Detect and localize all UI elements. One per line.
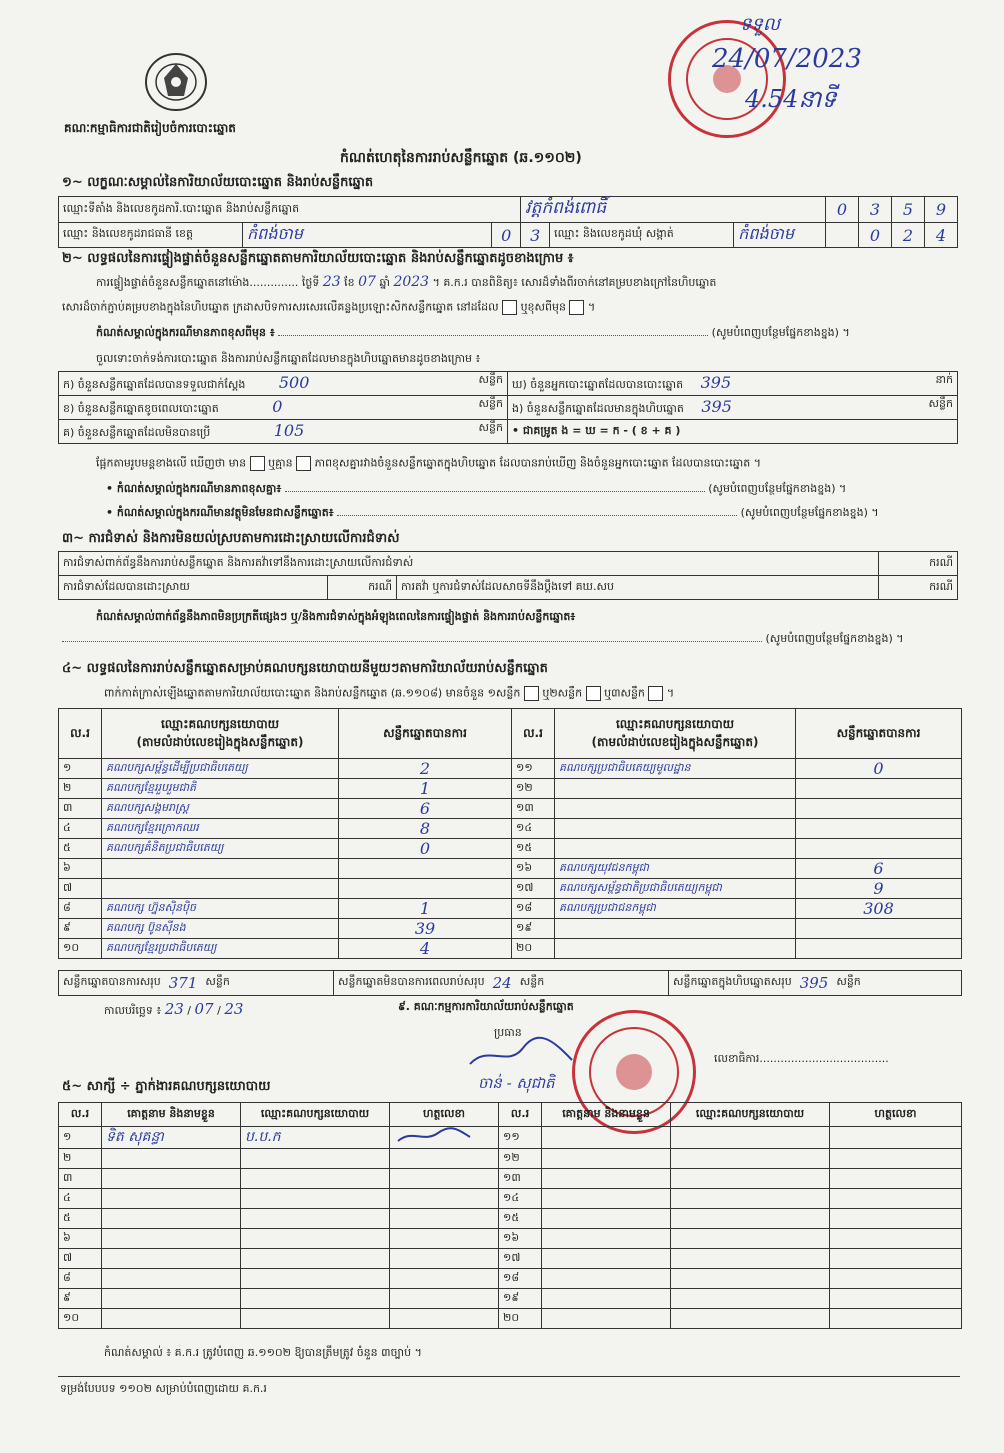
witness-party — [241, 1149, 390, 1169]
col-party-left: ឈ្មោះគណបក្សនយោបាយ (តាមលំដាប់លេខរៀងក្នុងសន្លឹកឆ្នោត) — [102, 709, 339, 759]
results-table — [58, 708, 962, 959]
row-no: ១៤ — [512, 819, 555, 839]
witness-blank-cell — [671, 1169, 830, 1189]
witness-no: ១០ — [59, 1309, 102, 1329]
count-intro: ចួលទោះចាក់ទង់ការបោះឆ្នោត និងការរាប់សន្លឹកឆ្នោតដែលមានក្នុងហិបឆ្នោតមានដូចខាងក្រោម ៖ — [96, 352, 481, 365]
nec-emblem — [140, 48, 212, 116]
witness-no: ២ — [59, 1149, 102, 1169]
results-row — [59, 759, 962, 779]
count-b-label: ខ) ចំនួនសន្លឹកឆ្នោតខូចពេលបោះឆ្នោត 0 សន្លឹក — [59, 396, 508, 420]
party-votes — [796, 799, 962, 819]
results-row — [59, 779, 962, 799]
witness-blank-cell — [671, 1149, 830, 1169]
witness-row — [59, 1127, 962, 1149]
witness-no: ៣ — [59, 1169, 102, 1189]
witness-party — [241, 1289, 390, 1309]
compare-no-checkbox[interactable] — [296, 456, 311, 471]
results-row — [59, 879, 962, 899]
seal-changed-checkbox[interactable] — [569, 300, 584, 315]
party-votes — [796, 819, 962, 839]
witness-blank-cell — [671, 1229, 830, 1249]
witness-party: ប.ប.ក — [241, 1127, 390, 1149]
witness-blank-cell — [542, 1209, 671, 1229]
witness-signature — [390, 1149, 499, 1169]
witness-no: ២០ — [499, 1309, 542, 1329]
report-year: 23 — [224, 1000, 244, 1018]
location-code-3: 5 — [892, 197, 925, 223]
witness-blank-cell — [542, 1189, 671, 1209]
row-no: ១៥ — [512, 839, 555, 859]
witness-blank-cell — [671, 1127, 830, 1149]
witness-signature — [390, 1289, 499, 1309]
receipt-date: 24/07/2023 — [712, 44, 862, 74]
row-no: ១ — [59, 759, 102, 779]
party-votes — [796, 779, 962, 799]
witness-row — [59, 1269, 962, 1289]
witness-name — [102, 1189, 241, 1209]
party-votes: 1 — [339, 899, 512, 919]
party-name — [555, 919, 796, 939]
section4-heading: ៤~ លទ្ធផលនៃការរាប់សន្លឹកឆ្នោតសម្រាប់គណបក្សនយោបាយនីមួយៗតាមការិយាល័យរាប់សន្លឹកឆ្នោត — [62, 661, 548, 676]
witness-signature — [390, 1169, 499, 1189]
row-no: ៨ — [59, 899, 102, 919]
section1-table — [58, 196, 958, 248]
witness-signature — [390, 1309, 499, 1329]
note-diff-label: កំណត់សម្គាល់ក្នុងករណីមានភាពខុសពីមុន ៖ — [96, 326, 275, 339]
footer-note: កំណត់សម្គាល់ ៖ គ.ក.រ ត្រូវបំពេញ ឆ.១១០២ ឱ្យបានត្រឹមត្រូវ ចំនួន ៣ច្បាប់ ។ — [104, 1346, 422, 1359]
count-d-label: ឃ) ចំនួនអ្នកបោះឆ្នោតដែលបានបោះឆ្នោត 395 នាក់ — [508, 372, 958, 396]
commune-code-1: 0 — [859, 223, 892, 248]
witness-no: ១ — [59, 1127, 102, 1149]
row-no: ៤ — [59, 819, 102, 839]
count-d-value: 395 — [700, 373, 732, 392]
verify-day: 23 — [322, 274, 341, 290]
footer-form: ទម្រង់បែបបទ ១១០២ សម្រាប់បំពេញដោយ គ.ក.រ — [60, 1382, 267, 1395]
col-no-right: ល.រ — [512, 709, 555, 759]
sheets-1-checkbox[interactable] — [524, 686, 539, 701]
objection-cases-3: ករណី — [879, 576, 958, 600]
count-e-label: ង) ចំនួនសន្លឹកឆ្នោតដែលមានក្នុងហិបឆ្នោត 395 សន្លឹក — [508, 396, 958, 420]
verify-year: 2023 — [393, 274, 430, 290]
witness-no: ១៦ — [499, 1229, 542, 1249]
row-no: ៧ — [59, 879, 102, 899]
witness-no: ៦ — [59, 1229, 102, 1249]
party-name: គណបក្សខ្មែររួបរួមជាតិ — [102, 779, 339, 799]
total-valid: 371 — [168, 974, 198, 992]
row-no: ១៧ — [512, 879, 555, 899]
seal-same-checkbox[interactable] — [502, 300, 517, 315]
verify-time-label: ការផ្ទៀងផ្ទាត់ចំនួនសន្លឹកឆ្នោតនៅម៉ោង.............. ថ្ងៃទី — [96, 276, 320, 289]
verify-month: 07 — [358, 274, 376, 290]
witness-row — [59, 1209, 962, 1229]
witness-party — [241, 1209, 390, 1229]
party-votes: 9 — [796, 879, 962, 899]
objection-table — [58, 551, 958, 600]
party-votes: 6 — [796, 859, 962, 879]
party-name — [555, 799, 796, 819]
count-a-label: ក) ចំនួនសន្លឹកឆ្នោតដែលបានទទួលជាក់ស្តែង 500 សន្លឹក — [59, 372, 508, 396]
witness-no: ៤ — [59, 1189, 102, 1209]
party-name: គណបក្ស ប៊ូនស៊ីនង — [102, 919, 339, 939]
witness-blank-cell — [542, 1169, 671, 1189]
secretary-label: លេខាធិការ..................................... — [714, 1052, 889, 1065]
commune-value: កំពង់ចាម — [734, 223, 826, 248]
witness-no: ១៩ — [499, 1289, 542, 1309]
witness-signature — [390, 1269, 499, 1289]
party-name: គណបក្សសង្គមរាស្ត្រ — [102, 799, 339, 819]
col-votes-right: សន្លឹកឆ្នោតបានការ — [796, 709, 962, 759]
receipt-time: 4.54នាទី — [745, 85, 837, 113]
results-row — [59, 819, 962, 839]
section1-heading: ១~ លក្ខណៈសម្គាល់នៃការិយាល័យបោះឆ្នោត និងរាប់សន្លឹកឆ្នោត — [62, 175, 374, 190]
verify-month-label: ខែ — [344, 276, 355, 289]
witness-no: ១២ — [499, 1149, 542, 1169]
col-no-left: ល.រ — [59, 709, 102, 759]
witness-party — [241, 1269, 390, 1289]
witness-name — [102, 1209, 241, 1229]
province-value: កំពង់ចាម — [243, 223, 492, 248]
witness-name — [102, 1149, 241, 1169]
witness-name — [102, 1309, 241, 1329]
party-votes: 308 — [796, 899, 962, 919]
col-votes-left: សន្លឹកឆ្នោតបានការ — [339, 709, 512, 759]
party-name: គណបក្សសម្ព័ន្ធដើម្បីប្រជាធិបតេយ្យ — [102, 759, 339, 779]
compare-yes-checkbox[interactable] — [250, 456, 265, 471]
witness-blank-cell — [830, 1269, 962, 1289]
bullet-diff: • កំណត់សម្គាល់ក្នុងករណីមានភាពខុសគ្នា៖ (សូមបំពេញបន្ថែមផ្នែកខាងខ្នង) ។ — [106, 482, 847, 495]
sheets-3-checkbox[interactable] — [648, 686, 663, 701]
witness-party — [241, 1229, 390, 1249]
witness-blank-cell — [671, 1189, 830, 1209]
seal-changed-label: ឬខុសពីមុន — [520, 300, 566, 314]
objection-appeal: ការតវ៉ា ឬការជំទាស់ដែលសាចទីនឹងប្តឹងទៅ គឃ.សប — [397, 576, 879, 600]
row-no: ១១ — [512, 759, 555, 779]
party-name: គណបក្សប្រជាធិបតេយ្យមូលដ្ឋាន — [555, 759, 796, 779]
party-votes: 1 — [339, 779, 512, 799]
party-votes: 0 — [339, 839, 512, 859]
party-name: គណបក្សយុវជនកម្ពុជា — [555, 859, 796, 879]
commune-code-3: 4 — [925, 223, 958, 248]
party-name — [555, 939, 796, 959]
witness-name — [102, 1229, 241, 1249]
report-day: 23 — [164, 1000, 184, 1018]
count-e-value: 395 — [701, 397, 732, 416]
witness-blank-cell — [830, 1127, 962, 1149]
party-name — [555, 839, 796, 859]
party-votes: 2 — [339, 759, 512, 779]
witness-blank-cell — [542, 1309, 671, 1329]
results-row — [59, 939, 962, 959]
location-code-4: 9 — [925, 197, 958, 223]
witness-no: ១៥ — [499, 1209, 542, 1229]
chair-label: ប្រធាន — [494, 1026, 522, 1039]
witness-no: ៧ — [59, 1249, 102, 1269]
witness-no: ១៤ — [499, 1189, 542, 1209]
objection-resolved: ការជំទាស់ដែលបានដោះស្រាយ — [59, 576, 328, 600]
objection-row1: ការជំទាស់ពាក់ព័ន្ធនឹងការរាប់សន្លឹកឆ្នោត និងការតវ៉ាទៅនឹងការដោះស្រាយលើការជំទាស់ — [59, 552, 879, 576]
section4-intro: ពាក់កាត់ក្រាស់ឡើងឆ្នោតតាមការិយាល័យបោះឆ្នោត និងរាប់សន្លឹកឆ្នោត (ឆ.១១០៨) មានចំនួន ១សន្លឹក ឬ២សន្លឹក ឬ៣សន្លឹក ។ — [104, 686, 675, 700]
count-c-label: គ) ចំនួនសន្លឹកឆ្នោតដែលមិនបានប្រើ 105 សន្លឹក — [59, 420, 508, 444]
witness-blank-cell — [542, 1289, 671, 1309]
witness-no: ១៨ — [499, 1269, 542, 1289]
witness-blank-cell — [830, 1309, 962, 1329]
results-row — [59, 859, 962, 879]
witness-name — [102, 1249, 241, 1269]
witness-row — [59, 1189, 962, 1209]
party-votes — [796, 839, 962, 859]
row-no: ១០ — [59, 939, 102, 959]
totals-row: សន្លឹកឆ្នោតបានការសរុប 371 សន្លឹក សន្លឹកឆ្នោតមិនបានការពេលរាប់សរុប 24 សន្លឹក សន្លឹកឆ្នោតក្នុងហិបឆ្នោតសរុប 395 សន្លឹក — [58, 970, 962, 996]
row-no: ១២ — [512, 779, 555, 799]
party-votes — [339, 879, 512, 899]
party-votes: 6 — [339, 799, 512, 819]
witness-row — [59, 1289, 962, 1309]
witness-blank-cell — [830, 1289, 962, 1309]
witness-signature — [390, 1249, 499, 1269]
witness-blank-cell — [542, 1249, 671, 1269]
witness-party — [241, 1189, 390, 1209]
total-box: 395 — [799, 974, 829, 992]
seal-text: សោរដ៏ចាក់ភ្ជាប់គម្របខាងក្នុងនៃហិបឆ្នោត ក្រដាសបិទការសរសេរលើគន្លងប្រឡោះសិកសន្លឹកឆ្នោត នៅដដែល — [62, 300, 499, 314]
party-votes — [796, 939, 962, 959]
witness-blank-cell — [542, 1149, 671, 1169]
witness-blank-cell — [830, 1249, 962, 1269]
witness-table: ល.រ គោត្តនាម និងនាមខ្លួន ឈ្មោះគណបក្សនយោបាយ ហត្ថលេខា ល.រ គោត្តនាម និងនាមខ្លួន ឈ្មោះគណបក្សនយោបាយ ហត្ថលេខា ១ ទិត សុគន្ធា ប.ប.ក ១១ ២ ១២ ៣ ១៣ ៤ ១៤ ៥ ១៥ ៦ ១៦ ៧ ១៧ ៨ ១៨ ៩ ១៩ ១០ ២០ — [58, 1102, 962, 1329]
witness-row — [59, 1229, 962, 1249]
section2-heading: ២~ លទ្ធផលនៃការផ្ទៀងផ្ទាត់ចំនួនសន្លឹកឆ្នោតតាមការិយាល័យបោះឆ្នោត និងរាប់សន្លឹកឆ្នោតដូចខាងក្រោម ៖ — [62, 251, 574, 266]
section5-heading: ៥~ សាក្សី ÷ ភ្នាក់ងារគណបក្សនយោបាយ — [62, 1079, 271, 1094]
row-no: ៩ — [59, 919, 102, 939]
results-row — [59, 799, 962, 819]
results-row — [59, 899, 962, 919]
row-no: ១៩ — [512, 919, 555, 939]
witness-no: ៥ — [59, 1209, 102, 1229]
party-name — [555, 779, 796, 799]
party-name — [102, 859, 339, 879]
party-name — [555, 819, 796, 839]
results-row — [59, 919, 962, 939]
witness-name — [102, 1169, 241, 1189]
row-no: ១៣ — [512, 799, 555, 819]
row-no: ៣ — [59, 799, 102, 819]
committee-name: គណៈកម្មាធិការជាតិរៀបចំការបោះឆ្នោត — [64, 121, 236, 135]
party-votes: 4 — [339, 939, 512, 959]
results-row — [59, 839, 962, 859]
party-votes: 39 — [339, 919, 512, 939]
objection-note-fill: (សូមបំពេញបន្ថែមផ្នែកខាងខ្នង) ។ — [62, 632, 956, 648]
objection-cases-1: ករណី — [879, 552, 958, 576]
party-name — [102, 879, 339, 899]
location-value: វត្តកំពង់ពោធិ៍ — [521, 197, 826, 223]
witness-blank-cell — [671, 1209, 830, 1229]
party-name: គណបក្ស ហ្វ៊ុនស៊ិនប៉ិច — [102, 899, 339, 919]
row-no: ២០ — [512, 939, 555, 959]
witness-signature — [390, 1127, 499, 1149]
sheets-2-checkbox[interactable] — [586, 686, 601, 701]
footer-divider — [58, 1376, 960, 1377]
note-diff-line — [96, 326, 956, 342]
witness-blank-cell — [671, 1289, 830, 1309]
witness-blank-cell — [542, 1229, 671, 1249]
witness-row — [59, 1169, 962, 1189]
row-no: ១៨ — [512, 899, 555, 919]
witness-no: ១១ — [499, 1127, 542, 1149]
witness-blank-cell — [671, 1269, 830, 1289]
chair-name: ចាន់ - សុជាតិ — [478, 1074, 555, 1092]
witness-signature — [390, 1189, 499, 1209]
province-label: ឈ្មោះ និងលេខកូដរាជធានី ខេត្ត — [59, 223, 243, 248]
objection-note: កំណត់សម្គាល់ពាក់ព័ន្ធនឹងភាពមិនប្រក្រតីផ្សេងៗ ឬ/និងការជំទាស់ក្នុងអំឡុងពេលនៃការផ្ទៀងផ្ទាត់ និងការរាប់សន្លឹកឆ្នោត៖ — [96, 610, 576, 623]
col-party-right: ឈ្មោះគណបក្សនយោបាយ (តាមលំដាប់លេខរៀងក្នុងសន្លឹកឆ្នោត) — [555, 709, 796, 759]
location-label: ឈ្មោះទីតាំង និងលេខកូដការិ.បោះឆ្នោត និងរាប់សន្លឹកឆ្នោត — [59, 197, 521, 223]
party-name: គណបក្សសម្ព័ន្ធជាតិប្រជាធិបតេយ្យកម្ពុជា — [555, 879, 796, 899]
witness-party — [241, 1169, 390, 1189]
witness-no: ១៧ — [499, 1249, 542, 1269]
committee-label: ៩. គណៈកម្មការការិយាល័យរាប់សន្លឹកឆ្នោត — [398, 1000, 574, 1013]
party-votes: 0 — [796, 759, 962, 779]
witness-blank-cell — [671, 1249, 830, 1269]
location-code-2: 3 — [859, 197, 892, 223]
province-code-1: 0 — [492, 223, 521, 248]
form-title: កំណត់ហេតុនៃការរាប់សន្លឹកឆ្នោត (ឆ.១១០២) — [340, 150, 582, 166]
party-votes — [796, 919, 962, 939]
province-code-2: 3 — [521, 223, 550, 248]
chair-signature — [468, 1034, 578, 1078]
witness-blank-cell — [830, 1229, 962, 1249]
witness-no: ៨ — [59, 1269, 102, 1289]
witness-party — [241, 1249, 390, 1269]
location-code-1: 0 — [826, 197, 859, 223]
witness-blank-cell — [830, 1149, 962, 1169]
witness-signature — [390, 1209, 499, 1229]
witness-blank-cell — [671, 1309, 830, 1329]
verify-time-line — [96, 274, 716, 292]
party-votes — [339, 859, 512, 879]
witness-name — [102, 1289, 241, 1309]
count-c-value: 105 — [273, 421, 305, 440]
witness-name: ទិត សុគន្ធា — [102, 1127, 241, 1149]
witness-signature — [390, 1229, 499, 1249]
commune-label: ឈ្មោះ និងលេខកូដឃុំ សង្កាត់ — [550, 223, 734, 248]
party-name: គណបក្សខ្មែរប្រជាធិបតេយ្យ — [102, 939, 339, 959]
witness-no: ៩ — [59, 1289, 102, 1309]
receipt-handwritten: ទទួល — [740, 14, 780, 35]
row-no: ៦ — [59, 859, 102, 879]
verify-time-tail: ។ គ.ក.រ បានពិនិត្យ៖ សោរដ៏ទាំងពីរចាក់នៅគម្របខាងក្រៅនៃហិបឆ្នោត — [432, 276, 717, 289]
witness-row — [59, 1149, 962, 1169]
commune-code-2: 2 — [892, 223, 925, 248]
row-no: ១៦ — [512, 859, 555, 879]
witness-blank-cell — [830, 1189, 962, 1209]
section3-heading: ៣~ ការជំទាស់ និងការមិនយល់ស្របតាមការដោះស្រាយលើការជំទាស់ — [62, 531, 400, 546]
witness-blank-cell — [830, 1169, 962, 1189]
witness-party — [241, 1309, 390, 1329]
witness-blank-cell — [542, 1127, 671, 1149]
formula: • ជាគម្រូត ង = ឃ = ក - ( ខ + គ ) — [508, 420, 958, 444]
count-a-value: 500 — [278, 373, 310, 392]
report-month: 07 — [194, 1000, 214, 1018]
seal-line: សោរដ៏ចាក់ភ្ជាប់គម្របខាងក្នុងនៃហិបឆ្នោត ក្រដាសបិទការសរសេរលើគន្លងប្រឡោះសិកសន្លឹកឆ្នោត នៅដដែល ឬខុសពីមុន ។ — [62, 300, 596, 314]
party-votes: 8 — [339, 819, 512, 839]
count-b-value: 0 — [272, 397, 283, 416]
witness-no: ១៣ — [499, 1169, 542, 1189]
witness-blank-cell — [542, 1269, 671, 1289]
witness-row — [59, 1249, 962, 1269]
verify-year-label: ឆ្នាំ — [379, 276, 390, 289]
report-date: កាលបរិច្ឆេទ ៖ 23 / 07 / 23 — [104, 1000, 244, 1018]
witness-blank-cell — [830, 1209, 962, 1229]
total-invalid: 24 — [492, 974, 512, 992]
witness-name — [102, 1269, 241, 1289]
row-no: ៥ — [59, 839, 102, 859]
party-name: គណបក្សខ្មែរក្រោកឈរ — [102, 819, 339, 839]
objection-cases-2: ករណី — [328, 576, 397, 600]
count-table — [58, 371, 958, 444]
bullet-nonballot: • កំណត់សម្គាល់ក្នុងករណីមានវត្ថុមិនមែនជាសន្លឹកឆ្នោត៖ (សូមបំពេញបន្ថែមផ្នែកខាងខ្នង) ។ — [106, 506, 879, 519]
note-diff-fill: (សូមបំពេញបន្ថែមផ្នែកខាងខ្នង) ។ — [711, 326, 850, 339]
party-name: គណបក្សប្រជាជនកម្ពុជា — [555, 899, 796, 919]
row-no: ២ — [59, 779, 102, 799]
witness-row — [59, 1309, 962, 1329]
compare-line: ផ្អែកតាមរូបមន្តខាងលើ ឃើញថា មាន ឬគ្មាន ភាពខុសគ្នារវាងចំនួនសន្លឹកឆ្នោតក្នុងហិបឆ្នោត ដែលបានរាប់ឃើញ និងចំនួនអ្នកបោះឆ្នោត ដែលបានបោះឆ្នោត ។ — [96, 456, 761, 470]
party-name: គណបក្សគំនិតប្រជាធិបតេយ្យ — [102, 839, 339, 859]
